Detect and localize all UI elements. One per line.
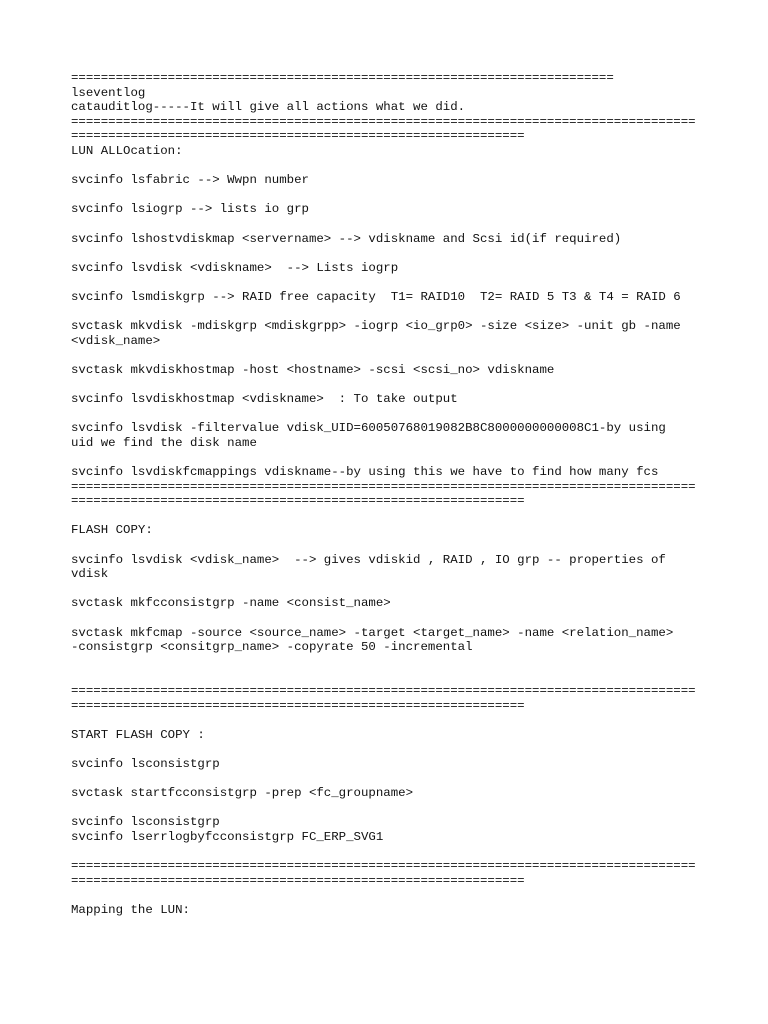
blank-line (71, 305, 761, 320)
blank-line (71, 611, 761, 626)
blank-line (71, 538, 761, 553)
blank-line (71, 159, 761, 174)
text-line: <vdisk_name> (71, 333, 161, 348)
blank-line (71, 275, 761, 290)
blank-line (71, 509, 761, 524)
blank-line (71, 246, 761, 261)
blank-line (71, 407, 761, 422)
separator-line: ==================================================================================== (71, 114, 696, 129)
blank-line (71, 772, 761, 787)
blank-line (71, 888, 761, 903)
text-line: -consistgrp <consitgrp_name> -copyrate 50 -incremental (71, 640, 473, 655)
separator-line: ============================================================= (71, 494, 525, 509)
text-line: svcinfo lsiogrp --> lists io grp (71, 202, 309, 217)
text-line: svcinfo lsmdiskgrp --> RAID free capacity T1= RAID10 T2= RAID 5 T3 & T4 = RAID 6 (71, 289, 681, 304)
section-heading: LUN ALLOcation: (71, 143, 183, 158)
blank-line (71, 348, 761, 363)
blank-line (71, 188, 761, 203)
text-line: svcinfo lsvdisk <vdisk_name> --> gives vdiskid , RAID , IO grp -- properties of (71, 552, 666, 567)
section-heading: START FLASH COPY : (71, 727, 205, 742)
separator-line: ============================================================= (71, 698, 525, 713)
separator-line: ==================================================================================== (71, 479, 696, 494)
text-line: svctask mkvdiskhostmap -host <hostname> -scsi <scsi_no> vdiskname (71, 362, 555, 377)
blank-line (71, 450, 761, 465)
text-line: svcinfo lsvdisk -filtervalue vdisk_UID=60050768019082B8C8000000000008C1-by using (71, 421, 666, 436)
text-line: svctask mkvdisk -mdiskgrp <mdiskgrpp> -iogrp <io_grp0> -size <size> -unit gb -name (71, 319, 681, 334)
blank-line (71, 655, 761, 670)
section-heading: Mapping the LUN: (71, 902, 190, 917)
section-heading: FLASH COPY: (71, 523, 153, 538)
separator-line: ============================================================= (71, 873, 525, 888)
text-line: svcinfo lsconsistgrp (71, 756, 220, 771)
text-line: svcinfo lsvdiskhostmap <vdiskname> : To take output (71, 392, 458, 407)
blank-line (71, 742, 761, 757)
text-line: svcinfo lsvdisk <vdiskname> --> Lists iogrp (71, 260, 399, 275)
blank-line (71, 844, 761, 859)
document-body (71, 71, 761, 917)
blank-line (71, 582, 761, 597)
blank-line (71, 669, 761, 684)
blank-line (71, 217, 761, 232)
separator-line: ==================================================================================== (71, 859, 696, 874)
text-line: vdisk (71, 567, 109, 582)
text-line: lseventlog (71, 85, 146, 100)
text-line: svcinfo lsfabric --> Wwpn number (71, 173, 309, 188)
text-line: svcinfo lsvdiskfcmappings vdiskname--by using this we have to find how many fcs (71, 465, 659, 480)
text-line: svcinfo lshostvdiskmap <servername> --> vdiskname and Scsi id(if required) (71, 231, 622, 246)
text-line: svctask mkfcconsistgrp -name <consist_name> (71, 596, 391, 611)
text-line: svcinfo lserrlogbyfcconsistgrp FC_ERP_SVG1 (71, 829, 384, 844)
blank-line (71, 801, 761, 816)
text-line: catauditlog-----It will give all actions what we did. (71, 100, 466, 115)
blank-line (71, 713, 761, 728)
separator-line: ========================================================================= (71, 71, 614, 85)
text-line: svctask startfcconsistgrp -prep <fc_groupname> (71, 786, 414, 801)
text-line: svctask mkfcmap -source <source_name> -target <target_name> -name <relation_name> (71, 625, 674, 640)
separator-line: ============================================================= (71, 129, 525, 144)
text-line: svcinfo lsconsistgrp (71, 815, 220, 830)
separator-line: ==================================================================================== (71, 683, 696, 698)
blank-line (71, 377, 761, 392)
text-line: uid we find the disk name (71, 435, 257, 450)
